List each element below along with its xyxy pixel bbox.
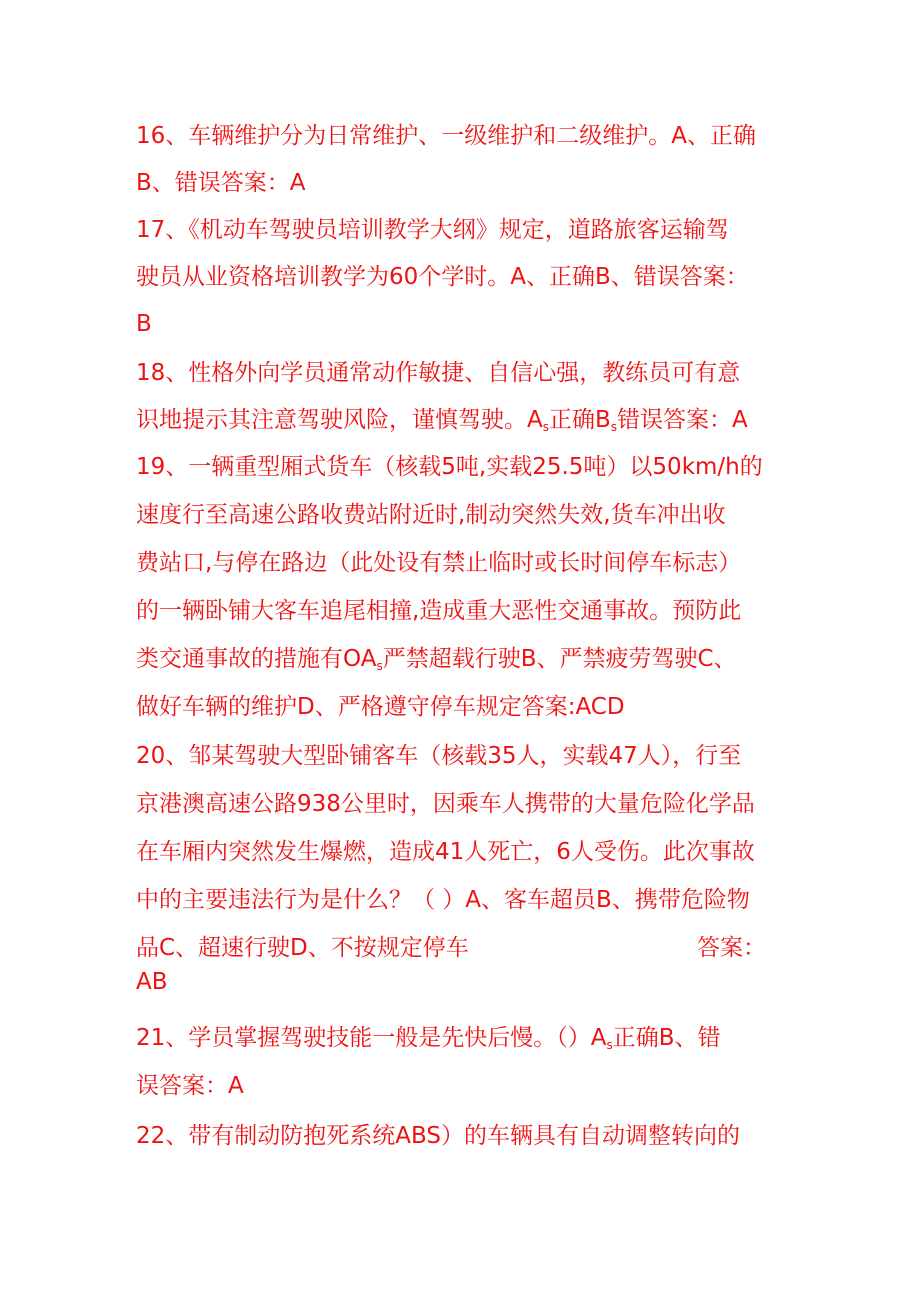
q17-line-3: B: [136, 311, 152, 337]
q16-line-1: 16、车辆维护分为日常维护、一级维护和二级维护。A、正确: [136, 123, 757, 149]
q17-line-2: 驶员从业资格培训教学为60个学时。A、正确B、错误答案：: [136, 264, 749, 290]
q19-line-6: 做好车辆的维护D、严格遵守停车规定答案:ACD: [136, 694, 625, 720]
q21-line-1: 21、学员掌握驾驶技能一般是先快后慢。$()A_s$正确B、错: [136, 1025, 721, 1052]
q20-answer-value: AB: [136, 969, 168, 995]
q19-line-1: 19、一辆重型厢式货车（核载5吨,实载25.5吨）以50km/h的: [136, 454, 763, 480]
q20-line-5: 品C、超速行驶D、不按规定停车: [136, 935, 469, 961]
q19-line-2: 速度行至高速公路收费站附近时,制动突然失效,货车冲出收: [136, 502, 726, 528]
q17-line-1: 17、《机动车驾驶员培训教学大纲》规定，道路旅客运输驾: [136, 217, 729, 243]
q19-line-3: 费站口,与停在路边（此处设有禁止临时或长时间停车标志）: [136, 550, 742, 576]
q21-line-2: 误答案：A: [136, 1073, 244, 1099]
q18-line-1: 18、性格外向学员通常动作敏捷、自信心强，教练员可有意: [136, 360, 741, 386]
q18-line-2: 识地提示其注意驾驶风险，谨慎驾驶。$A_s$正确$B_s$错误答案：A: [136, 407, 748, 434]
q22-line-1: 22、带有制动防抱死系统ABS）的车辆具有自动调整转向的: [136, 1123, 740, 1149]
q20-line-4: 中的主要违法行为是什么？（ ）A、客车超员B、携带危险物: [136, 887, 750, 913]
q20-line-2: 京港澳高速公路938公里时，因乘车人携带的大量危险化学品: [136, 791, 755, 817]
q20-line-1: 20、邹某驾驶大型卧铺客车（核载35人，实载47人），行至: [136, 743, 742, 769]
q19-line-4: 的一辆卧铺大客车追尾相撞,造成重大恶性交通事故。预防此: [136, 598, 742, 624]
q20-answer-label: 答案：: [697, 935, 766, 961]
q16-line-2: B、错误答案：A: [136, 170, 306, 196]
q19-line-5: 类交通事故的措施有$OA_s$严禁超载行驶B、严禁疲劳驾驶C、: [136, 646, 737, 673]
q20-line-3: 在车厢内突然发生爆燃，造成41人死亡，6人受伤。此次事故: [136, 839, 755, 865]
